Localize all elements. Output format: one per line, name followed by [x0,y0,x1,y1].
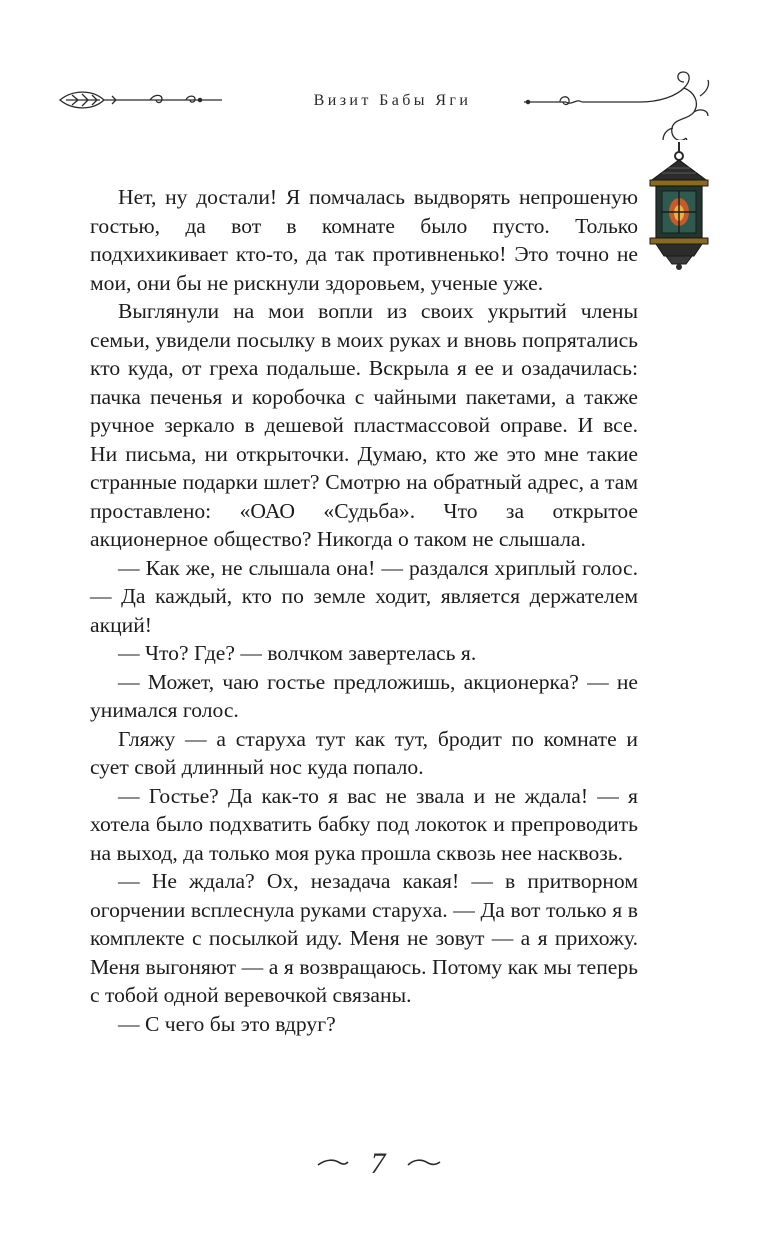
hanging-lantern-icon [644,72,714,272]
dialogue-paragraph: — Что? Где? — волчком завертелась я. [118,641,477,665]
dialogue-paragraph: — Не ждала? Ох, незадача какая! — в притворном огорчении всплеснула руками старуха. — Да вот только я в комплекте с посылкой иду. Меня не зовут — а я прихожу. Меня выгоняют — а я возвращаюсь. Потому как мы теперь с тобой одной веревочкой связаны. [90,869,638,1007]
main-text [90,183,638,1038]
page-footer [0,1147,768,1187]
paragraph: Выглянули на мои вопли из своих укрытий члены семьи, увидели посылку в моих руках и вновь попрятались кто куда, от греха подальше. Вскрыла я ее и озадачилась: пачка печенья и коробочка с чайными пакетами, а также ручное зеркало в дешевой пластмассовой оправе. И все. Ни письма, ни открыточки. Думаю, кто же это мне такие странные подарки шлет? Смотрю на обратный адрес, а там проставлено: «ОАО «Судьба». Что за открытое акционерное общество? Никогда о таком не слышала. [90,299,638,551]
paragraph: Нет, ну достали! Я помчалась выдворять непрошеную гостью, да вот в комнате было пусто. Только подхихикивает кто-то, да так противненько! Это точно не мои, они бы не рискнули здоровьем, ученые уже. [90,185,638,295]
dialogue-paragraph: — Может, чаю гостье предложишь, акционерка? — не унимался голос. [90,669,638,722]
running-title: Визит Бабы Яги [313,92,472,109]
page-number: 7 [370,1147,386,1180]
dialogue-paragraph: — С чего бы это вдруг? [118,1011,336,1036]
arrow-flourish-icon [60,92,222,108]
dialogue-paragraph: — Гостье? Да как-то я вас не звала и не ждала! — я хотела было подхватить бабку под локоток и препроводить на выход, да только моя рука прошла сквозь нее насквозь. [90,783,638,865]
dialogue-paragraph: — Как же, не слышала она! — раздался хриплый голос. — Да каждый, кто по земле ходит, является держателем акций! [90,555,638,637]
paragraph: Гляжу — а старуха тут как тут, бродит по комнате и сует свой длинный нос куда попало. [90,726,638,779]
